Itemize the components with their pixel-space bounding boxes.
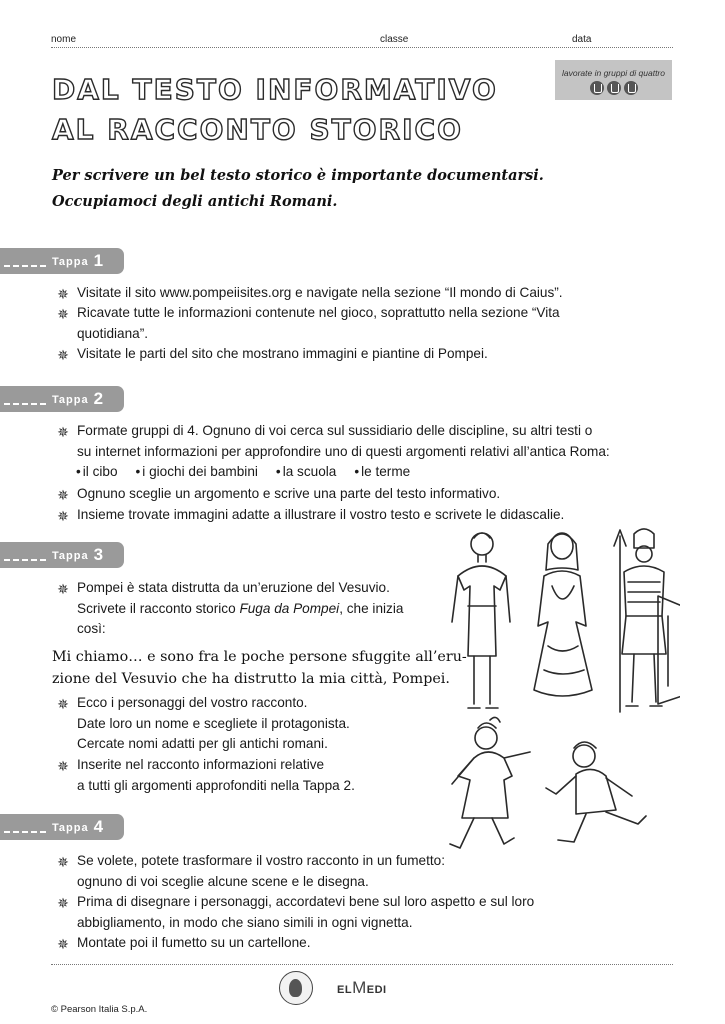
star-bullet-icon: ✵ (57, 306, 69, 322)
running-boy-figure (546, 742, 646, 842)
star-bullet-icon: ✵ (57, 347, 69, 363)
star-bullet-icon: ✵ (57, 424, 69, 440)
star-bullet-icon: ✵ (57, 286, 69, 302)
tappa-4-tab (0, 814, 124, 840)
footer-divider (51, 964, 673, 965)
topic-item: • i giochi dei bambini (136, 464, 258, 479)
star-bullet-icon: ✵ (57, 487, 69, 503)
star-bullet-icon: ✵ (57, 936, 69, 952)
topic-item: • la scuola (276, 464, 336, 479)
page-title-line-1: DAL TESTO INFORMATIVO (52, 73, 498, 106)
star-bullet-icon: ✵ (57, 895, 69, 911)
topics-list (76, 464, 410, 479)
running-children-illustration (446, 714, 656, 866)
group-work-badge (555, 60, 672, 100)
tappa-number: 3 (93, 545, 105, 564)
roman-woman-figure (534, 533, 592, 696)
hand-icon (590, 81, 604, 95)
tappa-2-tab (0, 386, 124, 412)
star-bullet-icon: ✵ (57, 854, 69, 870)
brand-logo: ELMEDI (337, 978, 387, 997)
page-title-line-2: AL RACCONTO STORICO (52, 113, 463, 146)
star-bullet-icon: ✵ (57, 758, 69, 774)
star-bullet-icon: ✵ (57, 508, 69, 524)
story-opening-line-2: zione del Vesuvio che ha distrutto la mia città, Pompei. (52, 671, 450, 687)
star-bullet-icon: ✵ (57, 696, 69, 712)
intro-line-1: Per scrivere un bel testo storico è importante documentarsi. (52, 167, 544, 184)
tappa-label: Tappa (52, 550, 89, 562)
roman-soldier-figure (614, 529, 680, 712)
tappa-label: Tappa (52, 822, 89, 834)
badge-text: lavorate in gruppi di quattro (561, 68, 665, 78)
copyright-text: © Pearson Italia S.p.A. (51, 1004, 148, 1015)
topic-item: • le terme (354, 464, 410, 479)
roman-characters-illustration (444, 526, 680, 726)
hand-icon (624, 81, 638, 95)
publisher-logo-icon (279, 971, 313, 1005)
tappa-1-tab (0, 248, 124, 274)
star-bullet-icon: ✵ (57, 581, 69, 597)
data-label: data (572, 34, 592, 45)
tappa-number: 1 (93, 251, 105, 270)
tappa-number: 4 (93, 817, 105, 836)
tappa-3-tab (0, 542, 124, 568)
header-divider (51, 47, 673, 48)
running-girl-figure (450, 717, 530, 848)
story-opening-line-1: Mi chiamo… e sono fra le poche persone sfuggite all’eru- (52, 649, 467, 665)
tappa-label: Tappa (52, 256, 89, 268)
tappa-label: Tappa (52, 394, 89, 406)
nome-label: nome (51, 34, 77, 45)
classe-label: classe (380, 34, 409, 45)
roman-man-figure (452, 533, 510, 708)
tappa-number: 2 (93, 389, 105, 408)
story-title: Fuga da Pompei (239, 600, 340, 616)
intro-line-2: Occupiamoci degli antichi Romani. (52, 193, 338, 210)
hand-icon (607, 81, 621, 95)
topic-item: • il cibo (76, 464, 118, 479)
